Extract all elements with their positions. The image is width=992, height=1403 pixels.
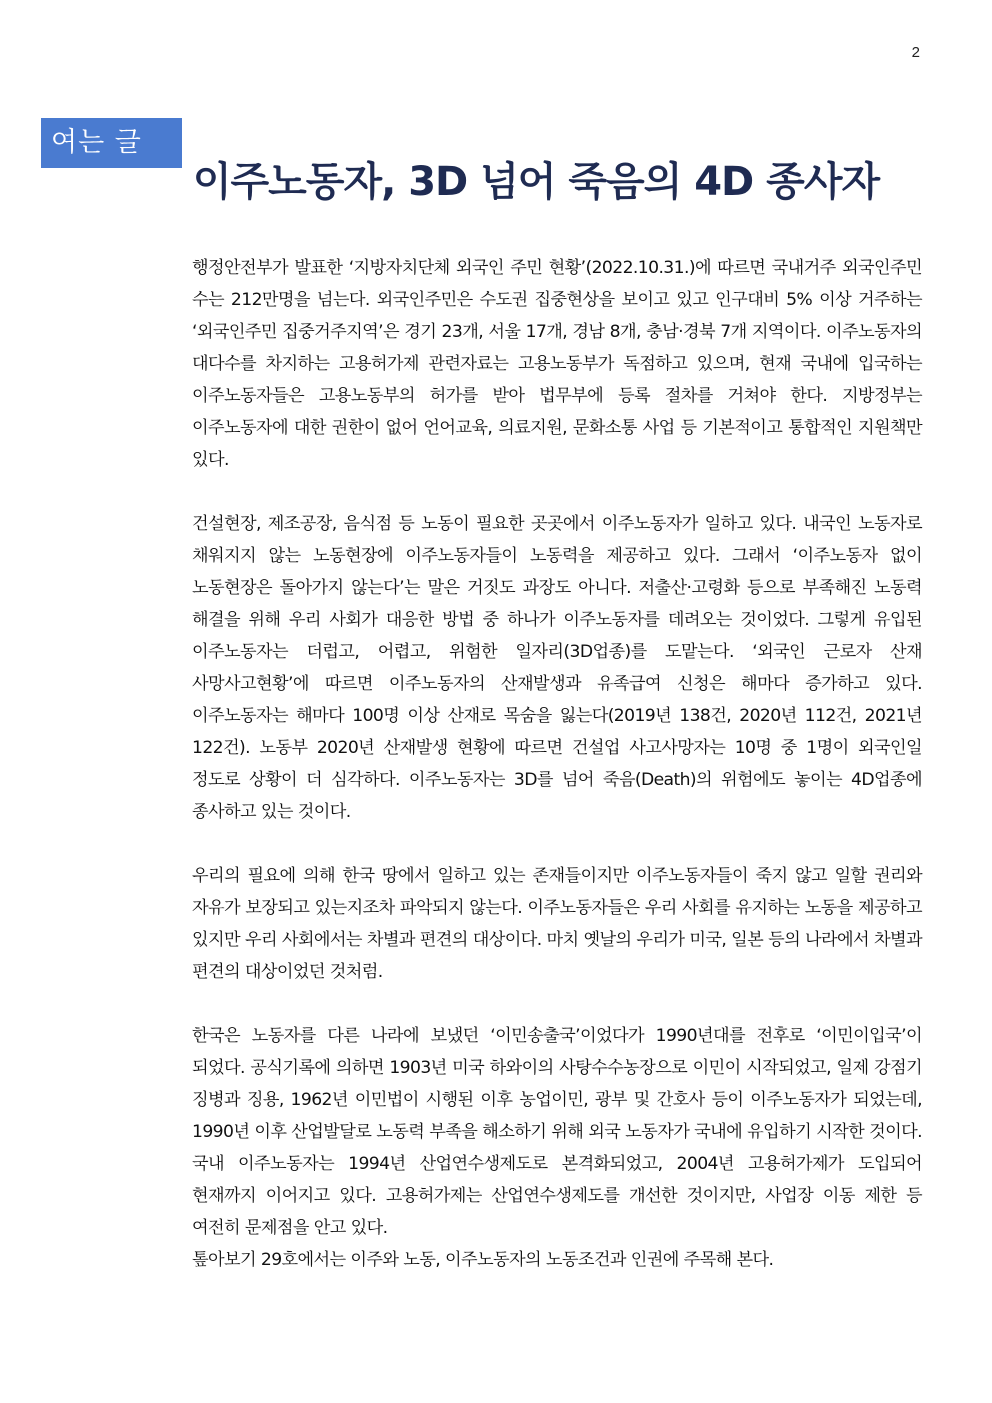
- paragraph: 건설현장, 제조공장, 음식점 등 노동이 필요한 곳곳에서 이주노동자가 일하고 있다. 내국인 노동자로 채워지지 않는 노동현장에 이주노동자들이 노동력을 제공하고 있다. 그래서 ‘이주노동자 없이 노동현장은 돌아가지 않는다’는 말은 거짓도 과장도 아니다. 저출산·고령화 등으로 부족해진 노동력 해결을 위해 우리 사회가 대응한 방법 중 하나가 이주노동자를 데려오는 것이었다. 그렇게 유입된 이주노동자는 더럽고, 어렵고, 위험한 일자리(3D업종)를 도맡는다. ‘외국인 근로자 산재 사망사고현황’에 따르면 이주노동자의 산재발생과 유족급여 신청은 해마다 증가하고 있다. 이주노동자는 해마다 100명 이상 산재로 목숨을 잃는다(2019년 138건, 2020년 112건, 2021년 122건). 노동부 2020년 산재발생 현황에 따르면 건설업 사고사망자는 10명 중 1명이 외국인일 정도로 상황이 더 심각하다. 이주노동자는 3D를 넘어 죽음(Death)의 위험에도 놓이는 4D업종에 종사하고 있는 것이다.: [192, 514, 922, 822]
- paragraph: 행정안전부가 발표한 ‘지방자치단체 외국인 주민 현황’(2022.10.31.)에 따르면 국내거주 외국인주민 수는 212만명을 넘는다. 외국인주민은 수도권 집중현상을 보이고 있고 인구대비 5% 이상 거주하는 ‘외국인주민 집중거주지역’은 경기 23개, 서울 17개, 경남 8개, 충남·경북 7개 지역이다. 이주노동자의 대다수를 차지하는 고용허가제 관련자료는 고용노동부가 독점하고 있으며, 현재 국내에 입국하는 이주노동자들은 고용노동부의 허가를 받아 법무부에 등록 절차를 거쳐야 한다. 지방정부는 이주노동자에 대한 권한이 없어 언어교육, 의료지원, 문화소통 사업 등 기본적이고 통합적인 지원책만 있다.: [192, 258, 922, 470]
- section-tag: 여는 글: [41, 118, 182, 168]
- paragraph: 톺아보기 29호에서는 이주와 노동, 이주노동자의 노동조건과 인권에 주목해 본다.: [192, 1250, 774, 1270]
- page-number: 2: [911, 44, 920, 61]
- paragraph: 한국은 노동자를 다른 나라에 보냈던 ‘이민송출국’이었다가 1990년대를 전후로 ‘이민이입국’이 되었다. 공식기록에 의하면 1903년 미국 하와이의 사탕수수농장으로 이민이 시작되었고, 일제 강점기 징병과 징용, 1962년 이민법이 시행된 이후 농업이민, 광부 및 간호사 등이 이주노동자가 되었는데, 1990년 이후 산업발달로 노동력 부족을 해소하기 위해 외국 노동자가 국내에 유입하기 시작한 것이다. 국내 이주노동자는 1994년 산업연수생제도로 본격화되었고, 2004년 고용허가제가 도입되어 현재까지 이어지고 있다. 고용허가제는 산업연수생제도를 개선한 것이지만, 사업장 이동 제한 등 여전히 문제점을 안고 있다.: [192, 1026, 922, 1238]
- paragraph-gap: [192, 476, 922, 508]
- paragraph: 우리의 필요에 의해 한국 땅에서 일하고 있는 존재들이지만 이주노동자들이 죽지 않고 일할 권리와 자유가 보장되고 있는지조차 파악되지 않는다. 이주노동자들은 우리 사회를 유지하는 노동을 제공하고 있지만 우리 사회에서는 차별과 편견의 대상이다. 마치 옛날의 우리가 미국, 일본 등의 나라에서 차별과 편견의 대상이었던 것처럼.: [192, 866, 922, 982]
- article-body: [192, 252, 922, 1276]
- page-title: 이주노동자, 3D 넘어 죽음의 4D 종사자: [192, 159, 880, 205]
- paragraph-gap: [192, 988, 922, 1020]
- paragraph-gap: [192, 828, 922, 860]
